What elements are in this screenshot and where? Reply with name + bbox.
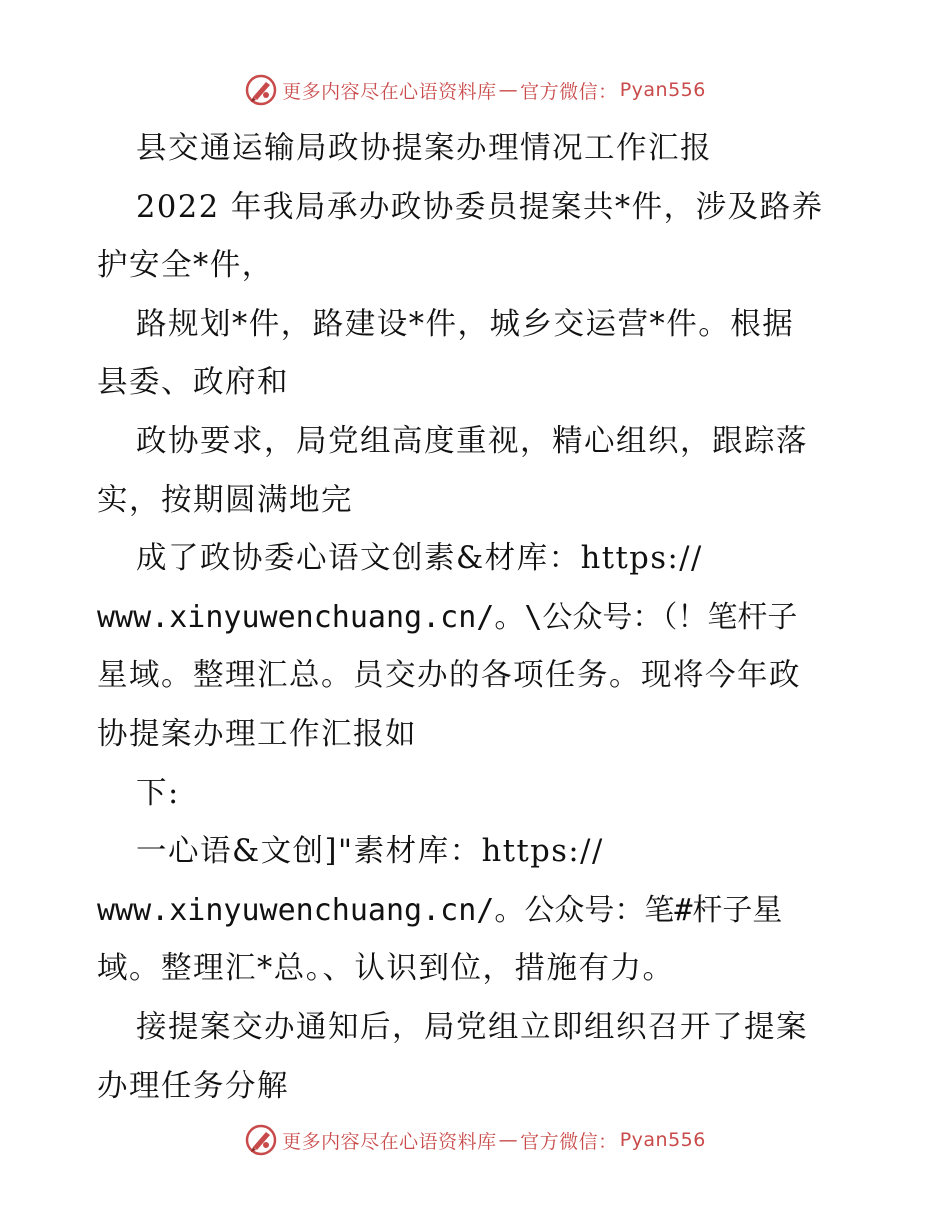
pen-logo-icon	[244, 73, 278, 107]
paragraph-line: 办理任务分解	[97, 1068, 289, 1104]
paragraph-line: 接提案交办通知后，局党组立即组织召开了提案	[136, 1009, 808, 1045]
paragraph-line: 2022 年我局承办政协委员提案共*件，涉及路养	[136, 189, 824, 225]
banner-account: Pyan556	[619, 1129, 706, 1151]
banner-wechat-label: 官方微信：	[520, 80, 618, 103]
paragraph-line: 协提案办理工作汇报如	[97, 716, 417, 752]
document-body	[97, 120, 857, 1116]
paragraph-line: 路规划*件，路建设*件，城乡交运营*件。根据	[136, 306, 795, 342]
paragraph-line: 县委、政府和	[97, 365, 289, 401]
banner-text: 更多内容尽在心语资料库	[282, 1130, 497, 1153]
header-banner	[0, 70, 950, 110]
paragraph-line: 域。整理汇*总。、认识到位，措施有力。	[97, 951, 675, 987]
banner-wechat-label: 官方微信：	[520, 1130, 618, 1153]
pen-logo-icon	[244, 1123, 278, 1157]
paragraph-line: www.xinyuwenchuang.cn/。公众号：笔#杆子星	[97, 892, 783, 928]
paragraph-line: 护安全*件，	[97, 248, 274, 284]
paragraph-line: www.xinyuwenchuang.cn/。\公众号：（！笔杆子	[97, 599, 798, 635]
banner-dash: —	[498, 79, 519, 101]
paragraph-line: 星域。整理汇总。员交办的各项任务。现将今年政	[97, 658, 801, 694]
banner-account: Pyan556	[619, 79, 706, 101]
paragraph-line: 政协要求，局党组高度重视，精心组织，跟踪落	[136, 423, 808, 459]
paragraph-line: 成了政协委心语文创素&材库：https://	[136, 541, 703, 577]
paragraph-line: 下:	[136, 775, 180, 811]
section-heading: 一心语&文创]"素材库：https://	[136, 834, 604, 870]
footer-banner	[0, 1120, 950, 1160]
document-title: 县交通运输局政协提案办理情况工作汇报	[136, 131, 712, 166]
banner-text: 更多内容尽在心语资料库	[282, 80, 497, 103]
banner-dash: —	[498, 1129, 519, 1151]
paragraph-line: 实，按期圆满地完	[97, 482, 353, 518]
